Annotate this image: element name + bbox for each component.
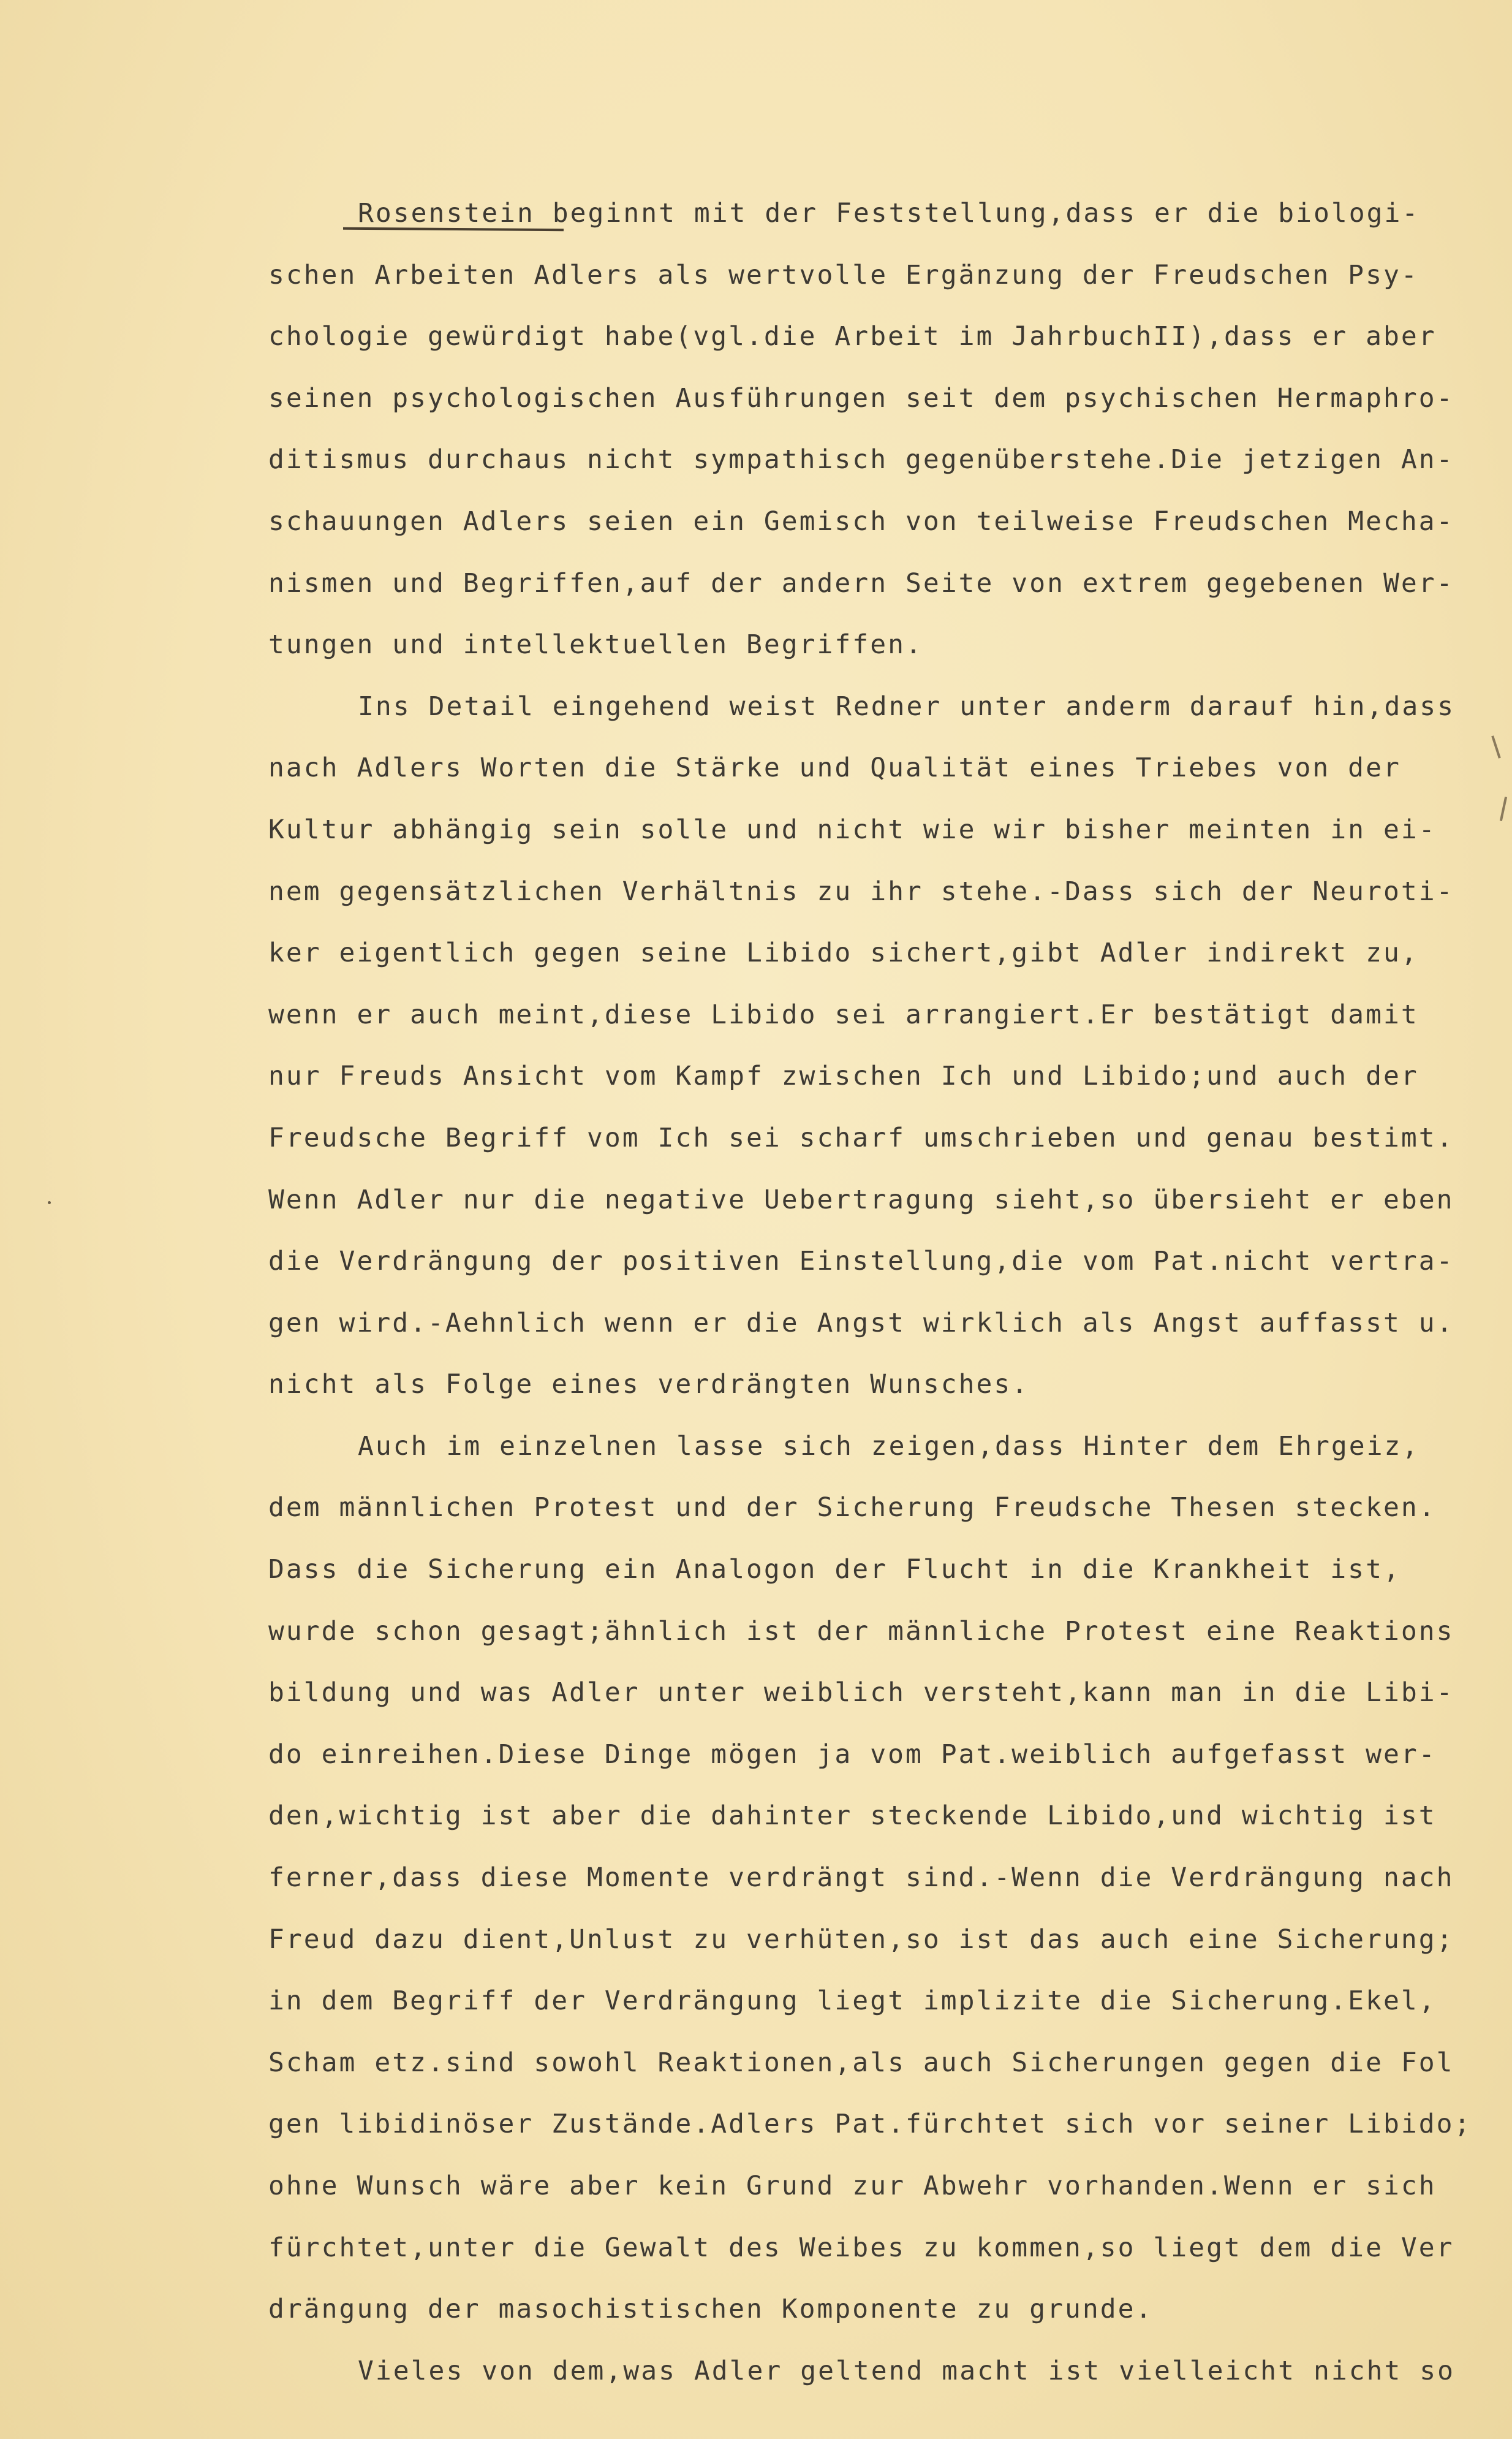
text-line: fürchtet,unter die Gewalt des Weibes zu kommen,so liegt dem die Ver — [268, 2232, 1454, 2263]
text-line: nach Adlers Worten die Stärke und Qualität eines Triebes von der — [268, 753, 1401, 784]
text-line: in dem Begriff der Verdrängung liegt implizite die Sicherung.Ekel, — [268, 1986, 1437, 2017]
text-line: wurde schon gesagt;ähnlich ist der männliche Protest eine Reaktions — [268, 1615, 1454, 1647]
typed-text-block — [268, 195, 1491, 2414]
text-line: die Verdrängung der positiven Einstellung,die vom Pat.nicht vertra- — [268, 1246, 1454, 1277]
text-line: do einreihen.Diese Dinge mögen ja vom Pat.weiblich aufgefasst wer- — [268, 1739, 1437, 1770]
text-line: Freudsche Begriff vom Ich sei scharf umschrieben und genau bestimt. — [268, 1122, 1454, 1153]
text-line: ker eigentlich gegen seine Libido sichert,gibt Adler indirekt zu, — [268, 938, 1419, 969]
text-line: Wenn Adler nur die negative Uebertragung sieht,so übersieht er eben — [268, 1184, 1454, 1215]
text-line: Dass die Sicherung ein Analogon der Flucht in die Krankheit ist, — [268, 1554, 1401, 1585]
text-line: Ins Detail eingehend weist Redner unter anderm darauf hin,dass — [358, 691, 1456, 722]
text-line: dem männlichen Protest und der Sicherung Freudsche Thesen stecken. — [268, 1492, 1437, 1523]
margin-pencil-mark — [1491, 735, 1501, 758]
text-line: schen Arbeiten Adlers als wertvolle Ergänzung der Freudschen Psy- — [268, 259, 1419, 290]
text-line: gen wird.-Aehnlich wenn er die Angst wirklich als Angst auffasst u. — [268, 1307, 1454, 1338]
text-line: gen libidinöser Zustände.Adlers Pat.fürchtet sich vor seiner Libido; — [268, 2109, 1472, 2140]
text-line: schauungen Adlers seien ein Gemisch von teilweise Freudschen Mecha- — [268, 506, 1454, 537]
text-line: bildung und was Adler unter weiblich versteht,kann man in die Libi- — [268, 1677, 1454, 1709]
text-line: Freud dazu dient,Unlust zu verhüten,so ist das auch eine Sicherung; — [268, 1924, 1454, 1955]
text-line: chologie gewürdigt habe(vgl.die Arbeit im JahrbuchII),dass er aber — [268, 321, 1437, 352]
paper-speck — [48, 1201, 51, 1204]
margin-pencil-mark — [1500, 797, 1507, 821]
text-line: Rosenstein beginnt mit der Feststellung,dass er die biologi- — [358, 198, 1420, 229]
text-line: seinen psychologischen Ausführungen seit dem psychischen Hermaphro- — [268, 382, 1454, 414]
text-line: tungen und intellektuellen Begriffen. — [268, 629, 923, 661]
text-line: nem gegensätzlichen Verhältnis zu ihr stehe.-Dass sich der Neuroti- — [268, 876, 1454, 907]
text-line: nicht als Folge eines verdrängten Wunsches. — [268, 1369, 1030, 1400]
text-line: ferner,dass diese Momente verdrängt sind.-Wenn die Verdrängung nach — [268, 1862, 1454, 1894]
text-line: nur Freuds Ansicht vom Kampf zwischen Ich und Libido;und auch der — [268, 1061, 1419, 1092]
text-line: ditismus durchaus nicht sympathisch gegenüberstehe.Die jetzigen An- — [268, 444, 1454, 476]
text-line: Auch im einzelnen lasse sich zeigen,dass Hinter dem Ehrgeiz, — [358, 1430, 1420, 1462]
text-line: nismen und Begriffen,auf der andern Seite von extrem gegebenen Wer- — [268, 567, 1454, 599]
text-line: drängung der masochistischen Komponente zu grunde. — [268, 2294, 1154, 2325]
text-line: den,wichtig ist aber die dahinter steckende Libido,und wichtig ist — [268, 1800, 1437, 1832]
text-line: ohne Wunsch wäre aber kein Grund zur Abwehr vorhanden.Wenn er sich — [268, 2171, 1437, 2201]
text-line: Kultur abhängig sein solle und nicht wie wir bisher meinten in ei- — [268, 814, 1437, 845]
text-line: wenn er auch meint,diese Libido sei arrangiert.Er bestätigt damit — [268, 999, 1419, 1030]
text-line: Vieles von dem,was Adler geltend macht ist vielleicht nicht so — [358, 2355, 1456, 2386]
text-line: Scham etz.sind sowohl Reaktionen,als auch Sicherungen gegen die Fol — [268, 2047, 1454, 2078]
